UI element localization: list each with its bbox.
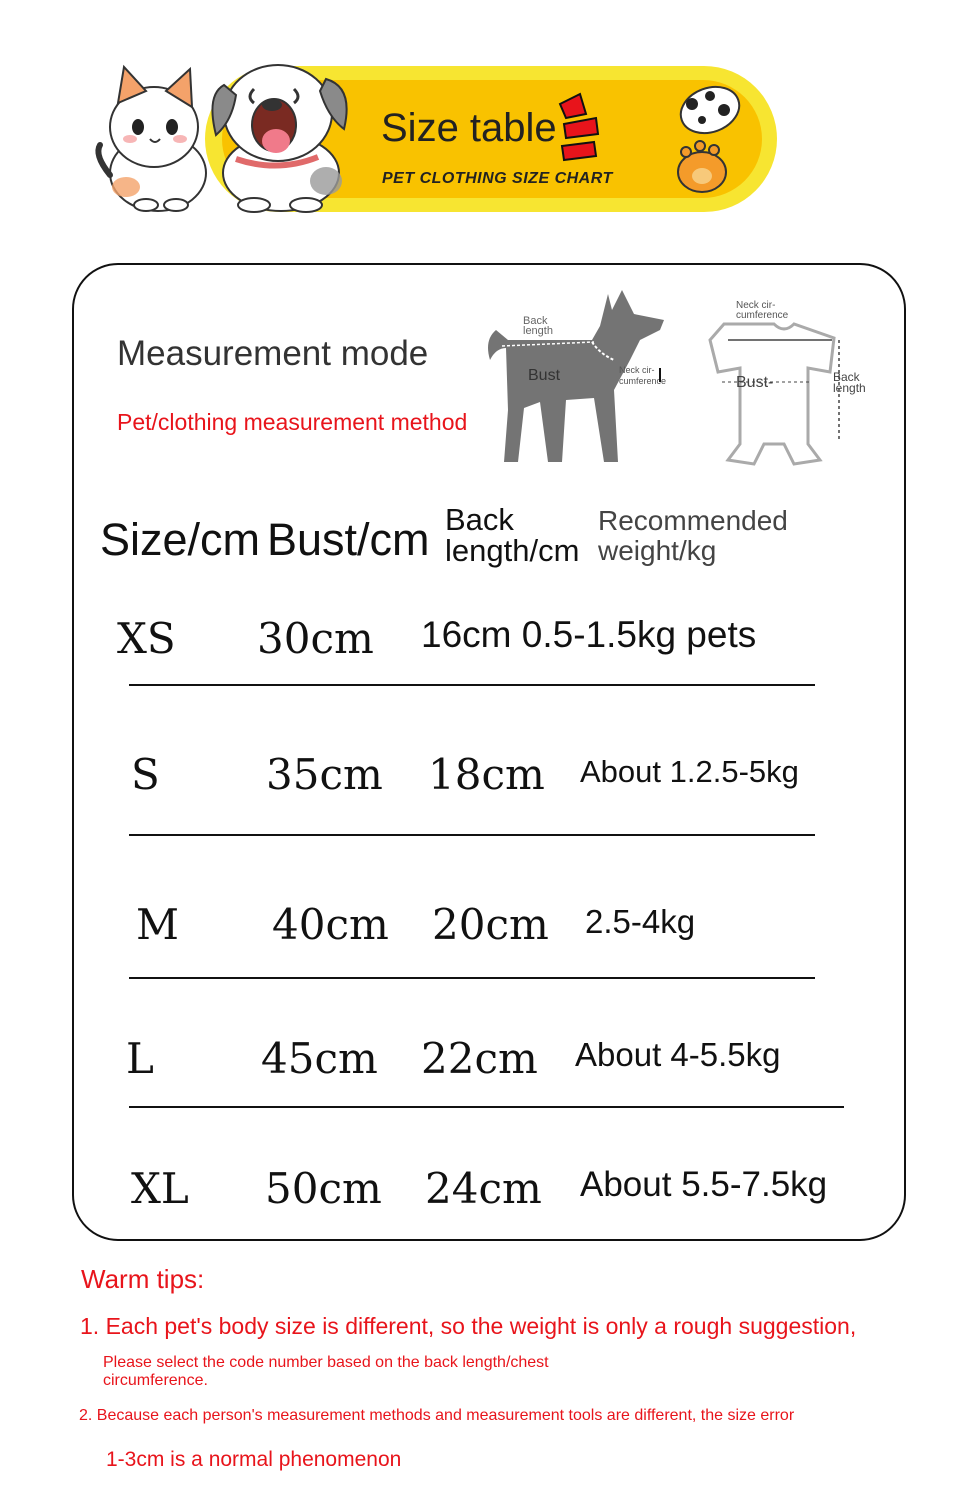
table-row-l-size: L [126,1034,154,1083]
table-row-m-weight: 2.5-4kg [585,903,696,940]
table-row-s-back: 18cm [428,750,545,799]
header-size: Size/cm [100,514,261,565]
table-row-l-bust: 45cm [261,1034,378,1083]
garment-bust-label: Bust- [736,374,774,391]
table-row-xl-back: 24cm [425,1164,542,1213]
table-row-s-bust: 35cm [266,750,383,799]
cat-dog-mascot-illustration [86,55,356,215]
garment-back-length-label-1: Back [833,370,860,384]
dog-mascot [212,65,346,212]
garment-back-length-label-2: length [833,381,866,395]
header-weight: Recommended weight/kg [598,505,788,566]
table-row-m-size: M [136,900,180,949]
measurement-mode-title: Measurement mode [117,334,429,373]
dog-neck-label-1: Neck cir- [619,365,655,375]
row-divider [129,977,815,979]
garment-neck-label-2: cumference [736,310,789,321]
measurement-method-subtitle: Pet/clothing measurement method [117,409,468,435]
table-row-s-weight: About 1.2.5-5kg [580,754,799,789]
warm-tips-heading: Warm tips: [81,1264,205,1294]
paw-print-icon [666,80,756,200]
garment-outline [710,324,834,464]
dog-back-length-label-2: length [523,325,553,337]
table-row-xl-weight: About 5.5-7.5kg [580,1165,828,1204]
garment-neck-label-1: Neck cir- [736,300,776,311]
table-row-l-back: 22cm [421,1034,538,1083]
dog-measurement-diagram [484,290,684,470]
table-row-xs-bust: 30cm [257,614,374,663]
cat-mascot [98,67,206,211]
tip-1: 1. Each pet's body size is different, so the weight is only a rough suggestion, [80,1313,857,1339]
table-row-m-bust: 40cm [272,900,389,949]
row-divider [129,834,815,836]
header-back-length: Back length/cm [445,502,580,568]
dog-bust-label: Bust [528,367,561,384]
banner-title: Size table [381,106,557,150]
row-divider [129,1106,844,1108]
red-flag-icon [556,92,602,162]
table-row-xs-size: XS [117,614,176,663]
table-row-m-back: 20cm [432,900,549,949]
tip-2: 2. Because each person's measurement methods and measurement tools are different, the size error [79,1407,795,1424]
table-row-xl-bust: 50cm [265,1164,382,1213]
table-row-s-size: S [131,750,160,799]
tip-2-detail: 1-3cm is a normal phenomenon [106,1448,402,1471]
header-bust: Bust/cm [267,514,430,565]
table-row-xs-back-weight: 16cm 0.5-1.5kg pets [421,614,757,655]
table-row-l-weight: About 4-5.5kg [575,1036,781,1073]
table-row-xl-size: XL [131,1164,189,1213]
tip-1-detail: Please select the code number based on the back length/chest circumference. [103,1354,549,1389]
garment-measurement-diagram [684,294,874,468]
dog-back-length-label-1: Back [523,315,548,327]
banner-subtitle: PET CLOTHING SIZE CHART [382,170,613,187]
row-divider [129,684,815,686]
dog-neck-label-2: cumference [619,376,667,386]
